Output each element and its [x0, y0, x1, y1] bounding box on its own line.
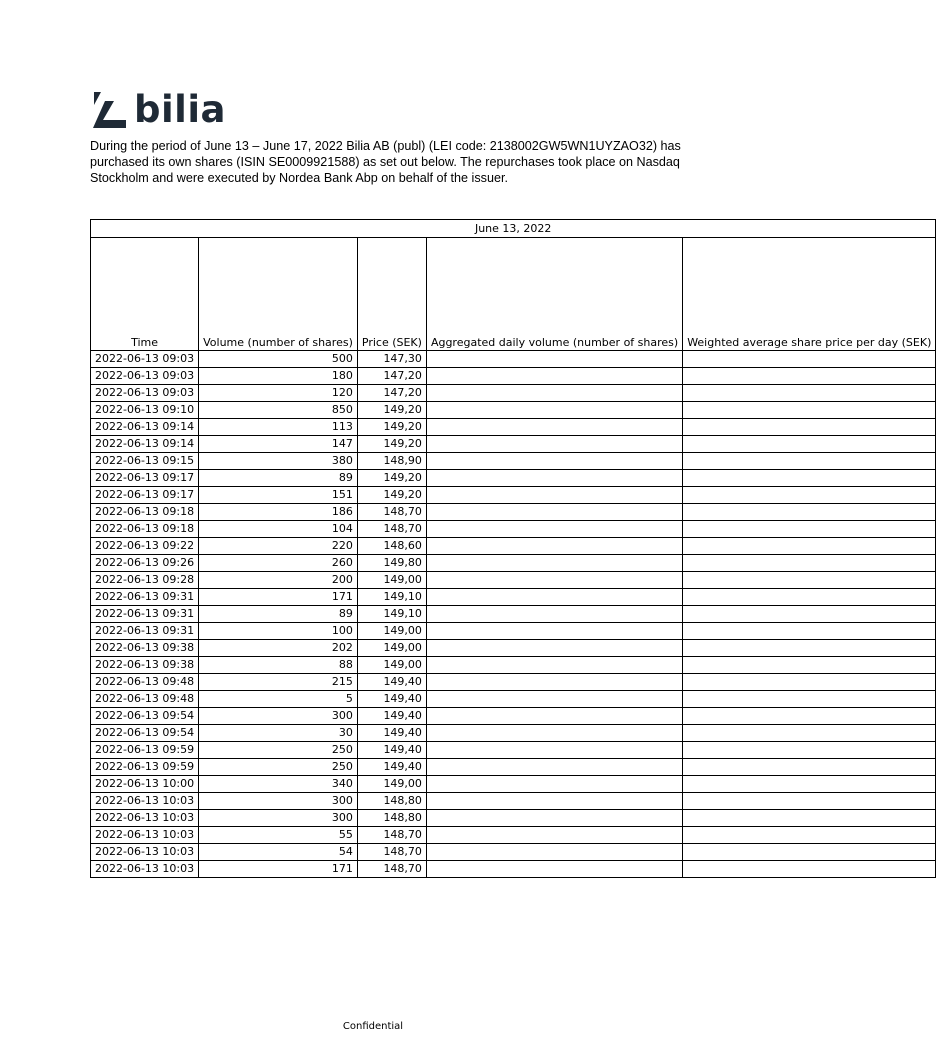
- cell-price: 149,20: [357, 419, 426, 436]
- cell-weighted-average-price: [683, 555, 936, 572]
- cell-price: 148,80: [357, 810, 426, 827]
- cell-volume: 89: [199, 470, 358, 487]
- cell-weighted-average-price: [683, 623, 936, 640]
- cell-price: 148,70: [357, 844, 426, 861]
- cell-weighted-average-price: [683, 470, 936, 487]
- cell-volume: 300: [199, 793, 358, 810]
- table-row: [91, 827, 936, 844]
- cell-weighted-average-price: [683, 419, 936, 436]
- cell-weighted-average-price: [683, 810, 936, 827]
- cell-price: 149,00: [357, 657, 426, 674]
- cell-volume: 147: [199, 436, 358, 453]
- table-row: [91, 844, 936, 861]
- cell-volume: 54: [199, 844, 358, 861]
- cell-price: 149,40: [357, 742, 426, 759]
- cell-time: 2022-06-13 09:38: [91, 657, 199, 674]
- cell-time: 2022-06-13 09:54: [91, 725, 199, 742]
- cell-volume: 260: [199, 555, 358, 572]
- cell-time: 2022-06-13 09:03: [91, 368, 199, 385]
- cell-weighted-average-price: [683, 827, 936, 844]
- cell-weighted-average-price: [683, 368, 936, 385]
- table-row: [91, 640, 936, 657]
- cell-price: 149,20: [357, 470, 426, 487]
- cell-time: 2022-06-13 09:31: [91, 589, 199, 606]
- cell-volume: 151: [199, 487, 358, 504]
- cell-aggregated-volume: [426, 504, 682, 521]
- cell-time: 2022-06-13 09:59: [91, 759, 199, 776]
- cell-price: 149,40: [357, 725, 426, 742]
- header-weighted-average-price: Weighted average share price per day (SEK): [683, 238, 936, 351]
- cell-volume: 250: [199, 742, 358, 759]
- cell-time: 2022-06-13 09:54: [91, 708, 199, 725]
- cell-price: 147,20: [357, 385, 426, 402]
- cell-time: 2022-06-13 09:38: [91, 640, 199, 657]
- cell-volume: 300: [199, 810, 358, 827]
- cell-weighted-average-price: [683, 793, 936, 810]
- cell-price: 149,40: [357, 691, 426, 708]
- cell-aggregated-volume: [426, 742, 682, 759]
- table-row: [91, 555, 936, 572]
- cell-price: 148,80: [357, 793, 426, 810]
- cell-aggregated-volume: [426, 725, 682, 742]
- cell-time: 2022-06-13 09:18: [91, 504, 199, 521]
- cell-weighted-average-price: [683, 402, 936, 419]
- cell-price: 149,10: [357, 589, 426, 606]
- cell-weighted-average-price: [683, 844, 936, 861]
- cell-aggregated-volume: [426, 385, 682, 402]
- cell-aggregated-volume: [426, 351, 682, 368]
- cell-time: 2022-06-13 09:10: [91, 402, 199, 419]
- cell-volume: 380: [199, 453, 358, 470]
- table-row: [91, 436, 936, 453]
- cell-price: 149,00: [357, 640, 426, 657]
- cell-aggregated-volume: [426, 555, 682, 572]
- cell-aggregated-volume: [426, 708, 682, 725]
- cell-weighted-average-price: [683, 504, 936, 521]
- cell-time: 2022-06-13 09:31: [91, 623, 199, 640]
- cell-price: 149,00: [357, 623, 426, 640]
- cell-weighted-average-price: [683, 725, 936, 742]
- cell-aggregated-volume: [426, 827, 682, 844]
- table-row: [91, 708, 936, 725]
- table-row: [91, 572, 936, 589]
- cell-price: 149,00: [357, 572, 426, 589]
- table-row: [91, 351, 936, 368]
- cell-time: 2022-06-13 09:14: [91, 419, 199, 436]
- cell-time: 2022-06-13 10:03: [91, 827, 199, 844]
- cell-price: 148,60: [357, 538, 426, 555]
- cell-weighted-average-price: [683, 640, 936, 657]
- cell-aggregated-volume: [426, 589, 682, 606]
- cell-time: 2022-06-13 10:03: [91, 810, 199, 827]
- cell-weighted-average-price: [683, 436, 936, 453]
- cell-price: 149,40: [357, 759, 426, 776]
- table-date-header: June 13, 2022: [91, 220, 936, 238]
- table-row: [91, 674, 936, 691]
- table-row: [91, 725, 936, 742]
- cell-volume: 200: [199, 572, 358, 589]
- cell-price: 149,20: [357, 402, 426, 419]
- cell-weighted-average-price: [683, 742, 936, 759]
- repurchase-table: [90, 219, 936, 878]
- cell-aggregated-volume: [426, 657, 682, 674]
- cell-volume: 89: [199, 606, 358, 623]
- cell-aggregated-volume: [426, 521, 682, 538]
- table-body: [91, 351, 936, 878]
- table-row: [91, 470, 936, 487]
- cell-time: 2022-06-13 09:03: [91, 385, 199, 402]
- brand-name: bilia: [134, 88, 227, 131]
- cell-time: 2022-06-13 09:18: [91, 521, 199, 538]
- table-row: [91, 385, 936, 402]
- cell-time: 2022-06-13 09:15: [91, 453, 199, 470]
- table-row: [91, 487, 936, 504]
- table-row: [91, 793, 936, 810]
- cell-weighted-average-price: [683, 538, 936, 555]
- table-row: [91, 589, 936, 606]
- cell-price: 148,70: [357, 521, 426, 538]
- cell-weighted-average-price: [683, 572, 936, 589]
- cell-volume: 171: [199, 589, 358, 606]
- cell-volume: 300: [199, 708, 358, 725]
- cell-aggregated-volume: [426, 623, 682, 640]
- cell-time: 2022-06-13 10:00: [91, 776, 199, 793]
- cell-weighted-average-price: [683, 861, 936, 878]
- cell-time: 2022-06-13 09:17: [91, 487, 199, 504]
- cell-weighted-average-price: [683, 351, 936, 368]
- cell-weighted-average-price: [683, 759, 936, 776]
- cell-price: 149,40: [357, 674, 426, 691]
- cell-weighted-average-price: [683, 657, 936, 674]
- header-aggregated-volume: Aggregated daily volume (number of shares): [426, 238, 682, 351]
- cell-weighted-average-price: [683, 708, 936, 725]
- table-row: [91, 810, 936, 827]
- cell-volume: 250: [199, 759, 358, 776]
- cell-time: 2022-06-13 09:48: [91, 674, 199, 691]
- cell-volume: 340: [199, 776, 358, 793]
- cell-volume: 180: [199, 368, 358, 385]
- cell-aggregated-volume: [426, 436, 682, 453]
- cell-aggregated-volume: [426, 368, 682, 385]
- cell-time: 2022-06-13 10:03: [91, 844, 199, 861]
- cell-volume: 850: [199, 402, 358, 419]
- cell-aggregated-volume: [426, 470, 682, 487]
- cell-aggregated-volume: [426, 572, 682, 589]
- cell-aggregated-volume: [426, 793, 682, 810]
- cell-weighted-average-price: [683, 606, 936, 623]
- table-row: [91, 742, 936, 759]
- cell-volume: 171: [199, 861, 358, 878]
- cell-volume: 104: [199, 521, 358, 538]
- cell-aggregated-volume: [426, 487, 682, 504]
- cell-aggregated-volume: [426, 861, 682, 878]
- cell-weighted-average-price: [683, 385, 936, 402]
- cell-price: 149,40: [357, 708, 426, 725]
- cell-aggregated-volume: [426, 419, 682, 436]
- cell-volume: 202: [199, 640, 358, 657]
- header-volume: Volume (number of shares): [199, 238, 358, 351]
- cell-time: 2022-06-13 09:31: [91, 606, 199, 623]
- cell-price: 149,20: [357, 487, 426, 504]
- cell-aggregated-volume: [426, 691, 682, 708]
- table-row: [91, 861, 936, 878]
- cell-aggregated-volume: [426, 759, 682, 776]
- table-row: [91, 419, 936, 436]
- cell-volume: 215: [199, 674, 358, 691]
- cell-aggregated-volume: [426, 606, 682, 623]
- cell-price: 148,90: [357, 453, 426, 470]
- table-row: [91, 402, 936, 419]
- cell-aggregated-volume: [426, 776, 682, 793]
- cell-time: 2022-06-13 09:48: [91, 691, 199, 708]
- cell-time: 2022-06-13 09:14: [91, 436, 199, 453]
- cell-price: 149,20: [357, 436, 426, 453]
- cell-volume: 55: [199, 827, 358, 844]
- cell-aggregated-volume: [426, 538, 682, 555]
- cell-weighted-average-price: [683, 521, 936, 538]
- cell-aggregated-volume: [426, 844, 682, 861]
- cell-weighted-average-price: [683, 453, 936, 470]
- table-row: [91, 759, 936, 776]
- cell-price: 147,30: [357, 351, 426, 368]
- bilia-logo: [90, 88, 226, 132]
- table-row: [91, 368, 936, 385]
- cell-aggregated-volume: [426, 674, 682, 691]
- table-row: [91, 504, 936, 521]
- table-row: [91, 521, 936, 538]
- cell-weighted-average-price: [683, 776, 936, 793]
- cell-volume: 186: [199, 504, 358, 521]
- cell-price: 147,20: [357, 368, 426, 385]
- cell-volume: 88: [199, 657, 358, 674]
- cell-time: 2022-06-13 09:03: [91, 351, 199, 368]
- intro-paragraph: During the period of June 13 – June 17, 2022 Bilia AB (publ) (LEI code: 2138002GW5WN1UYZAO32) has purchased its own shares (ISIN SE0009921588) as set out below. The repurchases took place on Nasdaq Stockholm and were executed by Nordea Bank Abp on behalf of the issuer.: [90, 139, 681, 185]
- cell-weighted-average-price: [683, 589, 936, 606]
- table-row: [91, 453, 936, 470]
- cell-price: 149,80: [357, 555, 426, 572]
- cell-volume: 120: [199, 385, 358, 402]
- cell-price: 148,70: [357, 504, 426, 521]
- cell-time: 2022-06-13 09:26: [91, 555, 199, 572]
- cell-volume: 500: [199, 351, 358, 368]
- cell-price: 148,70: [357, 861, 426, 878]
- cell-price: 149,00: [357, 776, 426, 793]
- cell-time: 2022-06-13 10:03: [91, 861, 199, 878]
- cell-weighted-average-price: [683, 487, 936, 504]
- cell-weighted-average-price: [683, 691, 936, 708]
- cell-price: 148,70: [357, 827, 426, 844]
- cell-weighted-average-price: [683, 674, 936, 691]
- table-row: [91, 691, 936, 708]
- table-row: [91, 776, 936, 793]
- cell-volume: 113: [199, 419, 358, 436]
- table-row: [91, 623, 936, 640]
- cell-volume: 5: [199, 691, 358, 708]
- cell-volume: 100: [199, 623, 358, 640]
- cell-time: 2022-06-13 09:22: [91, 538, 199, 555]
- header-price: Price (SEK): [357, 238, 426, 351]
- cell-aggregated-volume: [426, 640, 682, 657]
- table-row: [91, 657, 936, 674]
- cell-price: 149,10: [357, 606, 426, 623]
- cell-volume: 220: [199, 538, 358, 555]
- cell-time: 2022-06-13 09:28: [91, 572, 199, 589]
- cell-aggregated-volume: [426, 453, 682, 470]
- cell-time: 2022-06-13 09:17: [91, 470, 199, 487]
- footer-confidential: Confidential: [342, 1021, 404, 1032]
- table-row: [91, 606, 936, 623]
- header-time: Time: [91, 238, 199, 351]
- cell-aggregated-volume: [426, 402, 682, 419]
- table-row: [91, 538, 936, 555]
- cell-time: 2022-06-13 09:59: [91, 742, 199, 759]
- cell-time: 2022-06-13 10:03: [91, 793, 199, 810]
- cell-aggregated-volume: [426, 810, 682, 827]
- bilia-logo-icon: [90, 90, 128, 130]
- cell-volume: 30: [199, 725, 358, 742]
